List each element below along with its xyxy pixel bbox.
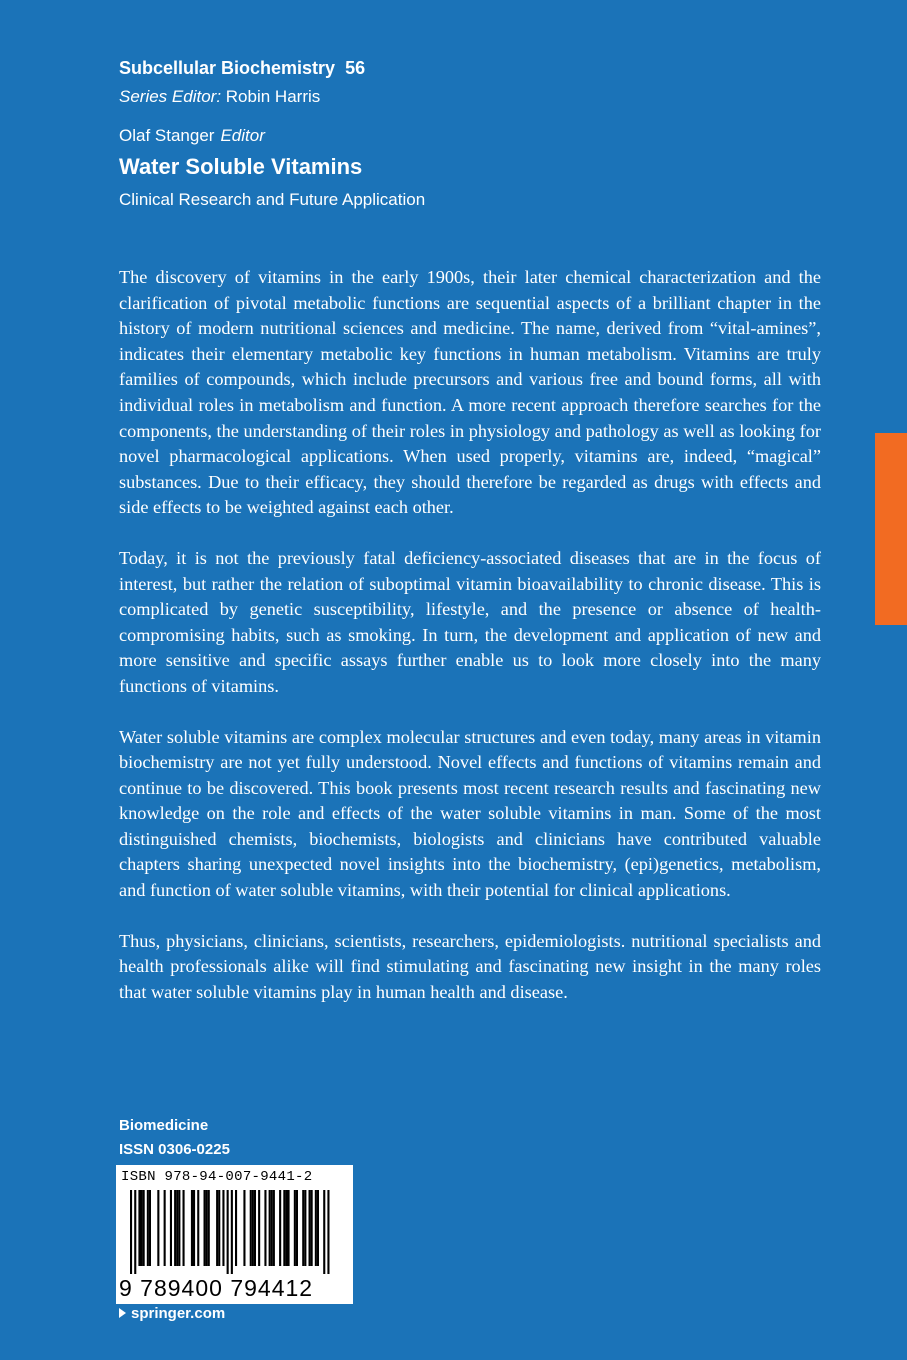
isbn-label: ISBN 978-94-007-9441-2 (121, 1169, 313, 1185)
barcode-bar (271, 1190, 273, 1266)
barcode-bar (304, 1190, 306, 1266)
barcode-bar (143, 1190, 145, 1266)
barcode-bar (183, 1190, 185, 1266)
barcode-bar (193, 1190, 195, 1266)
barcode-bar (283, 1190, 285, 1266)
barcode-bar (294, 1190, 296, 1266)
barcode-bar (130, 1190, 132, 1274)
barcode-bar (178, 1190, 180, 1266)
barcode-bars (130, 1190, 340, 1274)
publisher-url: springer.com (131, 1305, 226, 1322)
barcode-bar (309, 1190, 311, 1266)
barcode-bar (250, 1190, 252, 1266)
accent-tab (875, 433, 907, 625)
issn-label: ISSN 0306-0225 (119, 1141, 230, 1158)
book-editor-name: Olaf Stanger (119, 126, 215, 145)
book-editor-line (119, 126, 265, 146)
barcode-bar (315, 1190, 317, 1266)
barcode-bar (157, 1190, 159, 1266)
barcode-bar (327, 1190, 329, 1274)
barcode-bar (235, 1190, 237, 1266)
blurb-paragraph: Water soluble vitamins are complex molecular structures and even today, many areas in vitamin biochemistry are not yet fully understood. Novel effects and functions of vitamins remain and continue to be discovered. This book presents most recent research results and fascinating new knowledge on the role and effects of the water soluble vitamins in man. Some of the most distinguished chemists, biochemists, biologists and clinicians have contributed valuable chapters sharing unexpected novel insights into the biochemistry, (epi)genetics, metabolism, and function of water soluble vitamins, with their potential for clinical applications. (119, 726, 821, 901)
barcode-bar (206, 1190, 208, 1266)
subject-label: Biomedicine (119, 1117, 209, 1134)
barcode-bar (174, 1190, 176, 1266)
barcode-bar (323, 1190, 325, 1274)
barcode-bar (243, 1190, 245, 1266)
book-editor-label: Editor (220, 126, 265, 145)
series-editor-label: Series Editor: (119, 87, 222, 106)
barcode-bar (164, 1190, 166, 1266)
publisher-link[interactable] (119, 1305, 225, 1322)
book-title: Water Soluble Vitamins (119, 154, 363, 179)
barcode-bar (216, 1190, 218, 1266)
barcode-bar (258, 1190, 260, 1266)
barcode-bar (204, 1190, 206, 1266)
barcode-bar (134, 1190, 136, 1274)
barcode-bar (191, 1190, 193, 1266)
series-editor-name: Robin Harris (225, 87, 321, 106)
barcode-bar (273, 1190, 275, 1266)
blurb (119, 265, 821, 1030)
barcode-bar (170, 1190, 172, 1266)
barcode-bar (176, 1190, 178, 1266)
barcode-bar (231, 1190, 233, 1274)
barcode-bar (311, 1190, 313, 1266)
barcode-bar (141, 1190, 143, 1266)
barcode-bar (302, 1190, 304, 1266)
barcode-bar (317, 1190, 319, 1266)
barcode-bar (285, 1190, 287, 1266)
blurb-paragraph: The discovery of vitamins in the early 1900s, their later chemical characterization and the clarification of pivotal metabolic functions are sequential aspects of a brilliant chapter in the history of modern nutritional sciences and medicine. The name, derived from “vital-amines”, indicates their elementary metabolic key functions in human metabolism. Vitamins are truly families of compounds, which include precursors and various free and bound forms, all with individual roles in metabolism and function. A more recent approach therefore searches for the components, the understanding of their roles in physiology and pathology as well as looking for novel pharmacological applications. When used properly, vitamins are, indeed, “magical” substances. Due to their efficacy, they should therefore be regarded as drugs with effects and side effects to be weighted against each other. (119, 267, 821, 518)
barcode-bar (138, 1190, 140, 1266)
barcode-bar (218, 1190, 220, 1266)
barcode-bar (147, 1190, 149, 1266)
blurb-paragraph: Today, it is not the previously fatal deficiency-associated diseases that are in the focus of interest, but rather the relation of suboptimal vitamin bioavailability to chronic disease. This is complicated by genetic susceptibility, lifestyle, and the presence or absence of health-compromising habits, such as smoking. In turn, the development and application of new and more sensitive and specific assays further enable us to look more closely into the many functions of vitamins. (119, 547, 821, 696)
barcode-bar (222, 1190, 224, 1266)
barcode-bar (269, 1190, 271, 1266)
barcode-bar (208, 1190, 210, 1266)
barcode-bar (296, 1190, 298, 1266)
arrow-right-icon (119, 1308, 126, 1318)
series-editor-line (119, 87, 320, 107)
barcode (116, 1165, 353, 1304)
ean-digits: 9 789400 794412 (119, 1275, 314, 1301)
barcode-bar (227, 1190, 229, 1274)
blurb-paragraph: Thus, physicians, clinicians, scientists, researchers, epidemiologists. nutritional specialists and health professionals alike will find stimulating and fascinating new insight in the many roles that water soluble vitamins play in human health and disease. (119, 930, 821, 1002)
barcode-bar (252, 1190, 254, 1266)
barcode-bar (264, 1190, 266, 1266)
barcode-bar (279, 1190, 281, 1266)
category-block (119, 1114, 230, 1162)
series-volume: 56 (345, 58, 366, 78)
barcode-bar (197, 1190, 199, 1266)
barcode-bar (149, 1190, 151, 1266)
series-title (119, 58, 365, 79)
barcode-bar (288, 1190, 290, 1266)
barcode-bar (254, 1190, 256, 1266)
series-name: Subcellular Biochemistry (119, 58, 336, 78)
book-subtitle: Clinical Research and Future Application (119, 190, 426, 209)
